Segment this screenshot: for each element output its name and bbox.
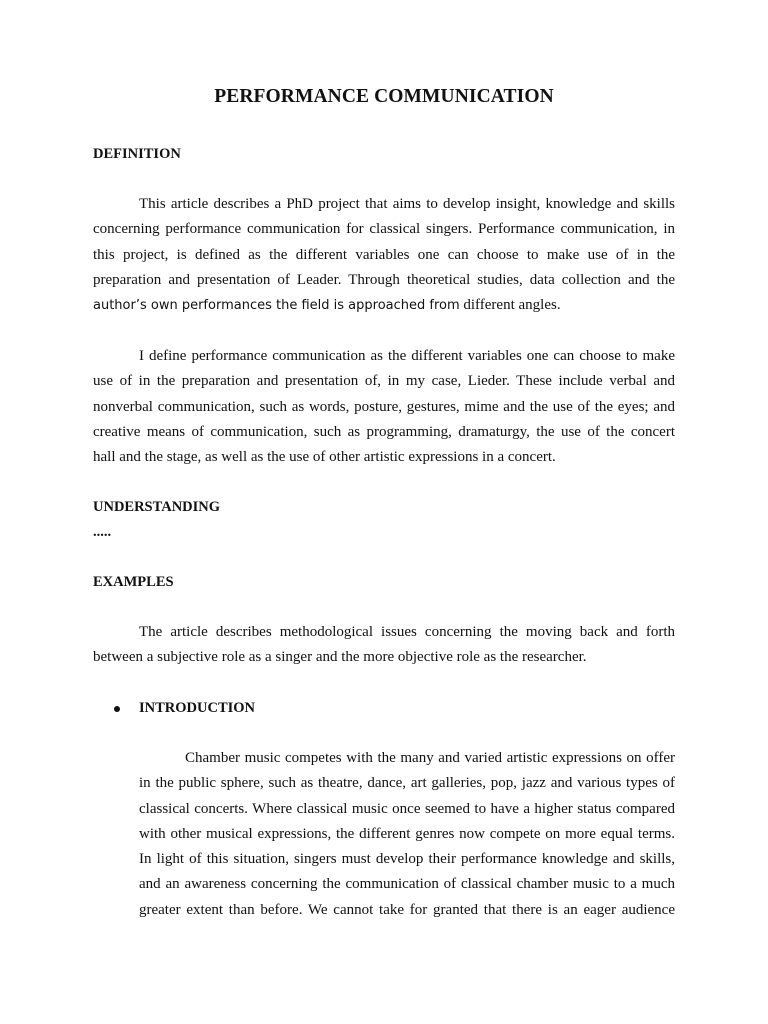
paragraph-line: hall and the stage, as well as the use of other artistic expressions in a concert. bbox=[93, 449, 556, 466]
introduction-paragraph bbox=[139, 746, 675, 923]
paragraph-line: In light of this situation, singers must develop their performance knowledge and skills, bbox=[139, 851, 675, 868]
paragraph-line: I define performance communication as the different variables one can choose to make bbox=[139, 348, 675, 364]
paragraph-line: with other musical expressions, the different genres now compete on more equal terms. bbox=[139, 825, 675, 842]
paragraph-line: The article describes methodological issues concerning the moving back and forth bbox=[139, 624, 675, 640]
definition-paragraph-2 bbox=[93, 344, 675, 470]
paragraph-line: This article describes a PhD project that aims to develop insight, knowledge and skills bbox=[139, 196, 675, 212]
heading-understanding: UNDERSTANDING bbox=[93, 499, 221, 515]
paragraph-line bbox=[93, 293, 675, 318]
paragraph-line: creative means of communication, such as programming, dramaturgy, the use of the concert bbox=[93, 423, 675, 440]
paragraph-line: use of in the preparation and presentation of, in my case, Lieder. These include verbal and bbox=[93, 373, 675, 390]
bullet-icon bbox=[114, 706, 120, 712]
definition-paragraph-1 bbox=[93, 192, 675, 318]
paragraph-line: Chamber music competes with the many and varied artistic expressions on offer bbox=[185, 750, 675, 766]
paragraph-line: in the public sphere, such as theatre, dance, art galleries, pop, jazz and various types of bbox=[139, 775, 675, 792]
paragraph-line: classical concerts. Where classical music once seemed to have a higher status compared bbox=[139, 800, 675, 817]
paragraph-line: nonverbal communication, such as words, posture, gestures, mime and the use of the eyes; and bbox=[93, 398, 675, 415]
heading-definition: DEFINITION bbox=[93, 146, 181, 162]
paragraph-line: preparation and presentation of Leader. Through theoretical studies, data collection and the bbox=[93, 271, 675, 288]
document-title: PERFORMANCE COMMUNICATION bbox=[214, 86, 554, 107]
examples-paragraph bbox=[93, 620, 675, 671]
understanding-ellipsis: ..... bbox=[93, 524, 112, 540]
paragraph-line: this project, is defined as the different variables one can choose to make use of in the bbox=[93, 246, 675, 263]
paragraph-line: and an awareness concerning the communication of classical chamber music to a much bbox=[139, 876, 675, 893]
paragraph-line-fragment: author’s own performances the field is approached from bbox=[93, 298, 460, 314]
paragraph-line: greater extent than before. We cannot take for granted that there is an eager audience bbox=[139, 901, 675, 918]
paragraph-line: concerning performance communication for classical singers. Performance communication, in bbox=[93, 221, 675, 238]
heading-examples: EXAMPLES bbox=[93, 574, 174, 590]
heading-introduction: INTRODUCTION bbox=[139, 700, 256, 716]
paragraph-line: between a subjective role as a singer and the more objective role as the researcher. bbox=[93, 649, 587, 666]
paragraph-line-fragment: different angles. bbox=[459, 297, 561, 314]
